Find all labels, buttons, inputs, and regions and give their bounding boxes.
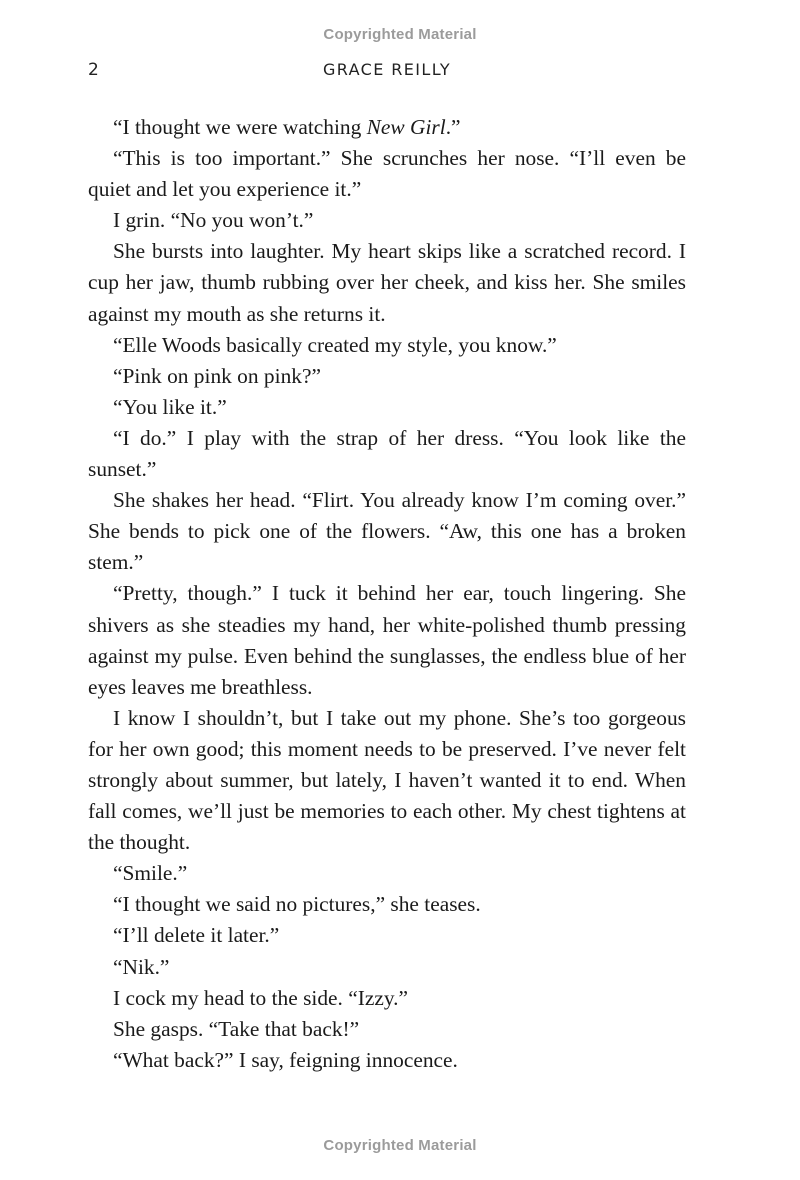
paragraph: I grin. “No you won’t.” [113, 208, 314, 233]
paragraph: I know I shouldn’t, but I take out my phone. She’s too gorgeous for her own good; this moment needs to be preserved. I’ve never felt strongly about summer, but lately, I haven’t wanted it to end. When fall comes, we’ll just be memories to each other. My chest tightens at the thought. [88, 705, 686, 855]
page-number: 2 [88, 60, 99, 80]
author-name: GRACE REILLY [322, 60, 452, 79]
paragraph: She bursts into laughter. My heart skips like a scratched record. I cup her jaw, thumb rubbing over her cheek, and kiss her. She smiles against my mouth as she returns it. [88, 239, 686, 326]
running-head [88, 58, 686, 86]
paragraph: She gasps. “Take that back!” [113, 1016, 360, 1041]
paragraph: “You like it.” [113, 394, 227, 419]
paragraph: “This is too important.” She scrunches her nose. “I’ll even be quiet and let you experience it.” [88, 146, 686, 202]
paragraph: She shakes her head. “Flirt. You already know I’m coming over.” She bends to pick one of the flowers. “Aw, this one has a broken stem.” [88, 488, 686, 575]
paragraph: “Pink on pink on pink?” [113, 363, 321, 388]
paragraph: “I thought we said no pictures,” she teases. [113, 892, 481, 917]
copyright-watermark-bottom: Copyrighted Material [323, 1137, 477, 1154]
copyright-watermark-top: Copyrighted Material [323, 26, 477, 43]
paragraph: “Smile.” [113, 861, 188, 886]
paragraph: I cock my head to the side. “Izzy.” [113, 985, 408, 1010]
paragraph: “Pretty, though.” I tuck it behind her ear, touch lingering. She shivers as she steadies my hand, her white-polished thumb pressing against my pulse. Even behind the sunglasses, the endless blue of her eyes leaves me breathless. [88, 581, 686, 699]
paragraph: “I’ll delete it later.” [113, 923, 280, 948]
body-text [88, 112, 686, 1076]
paragraph: “Nik.” [113, 954, 170, 979]
paragraph: “What back?” I say, feigning innocence. [113, 1047, 458, 1072]
paragraph: “I do.” I play with the strap of her dress. “You look like the sunset.” [88, 425, 686, 482]
paragraph: “Elle Woods basically created my style, you know.” [113, 332, 557, 357]
paragraph: “I thought we were watching New Girl.” [113, 115, 461, 139]
emphasis: New Girl [366, 115, 446, 139]
